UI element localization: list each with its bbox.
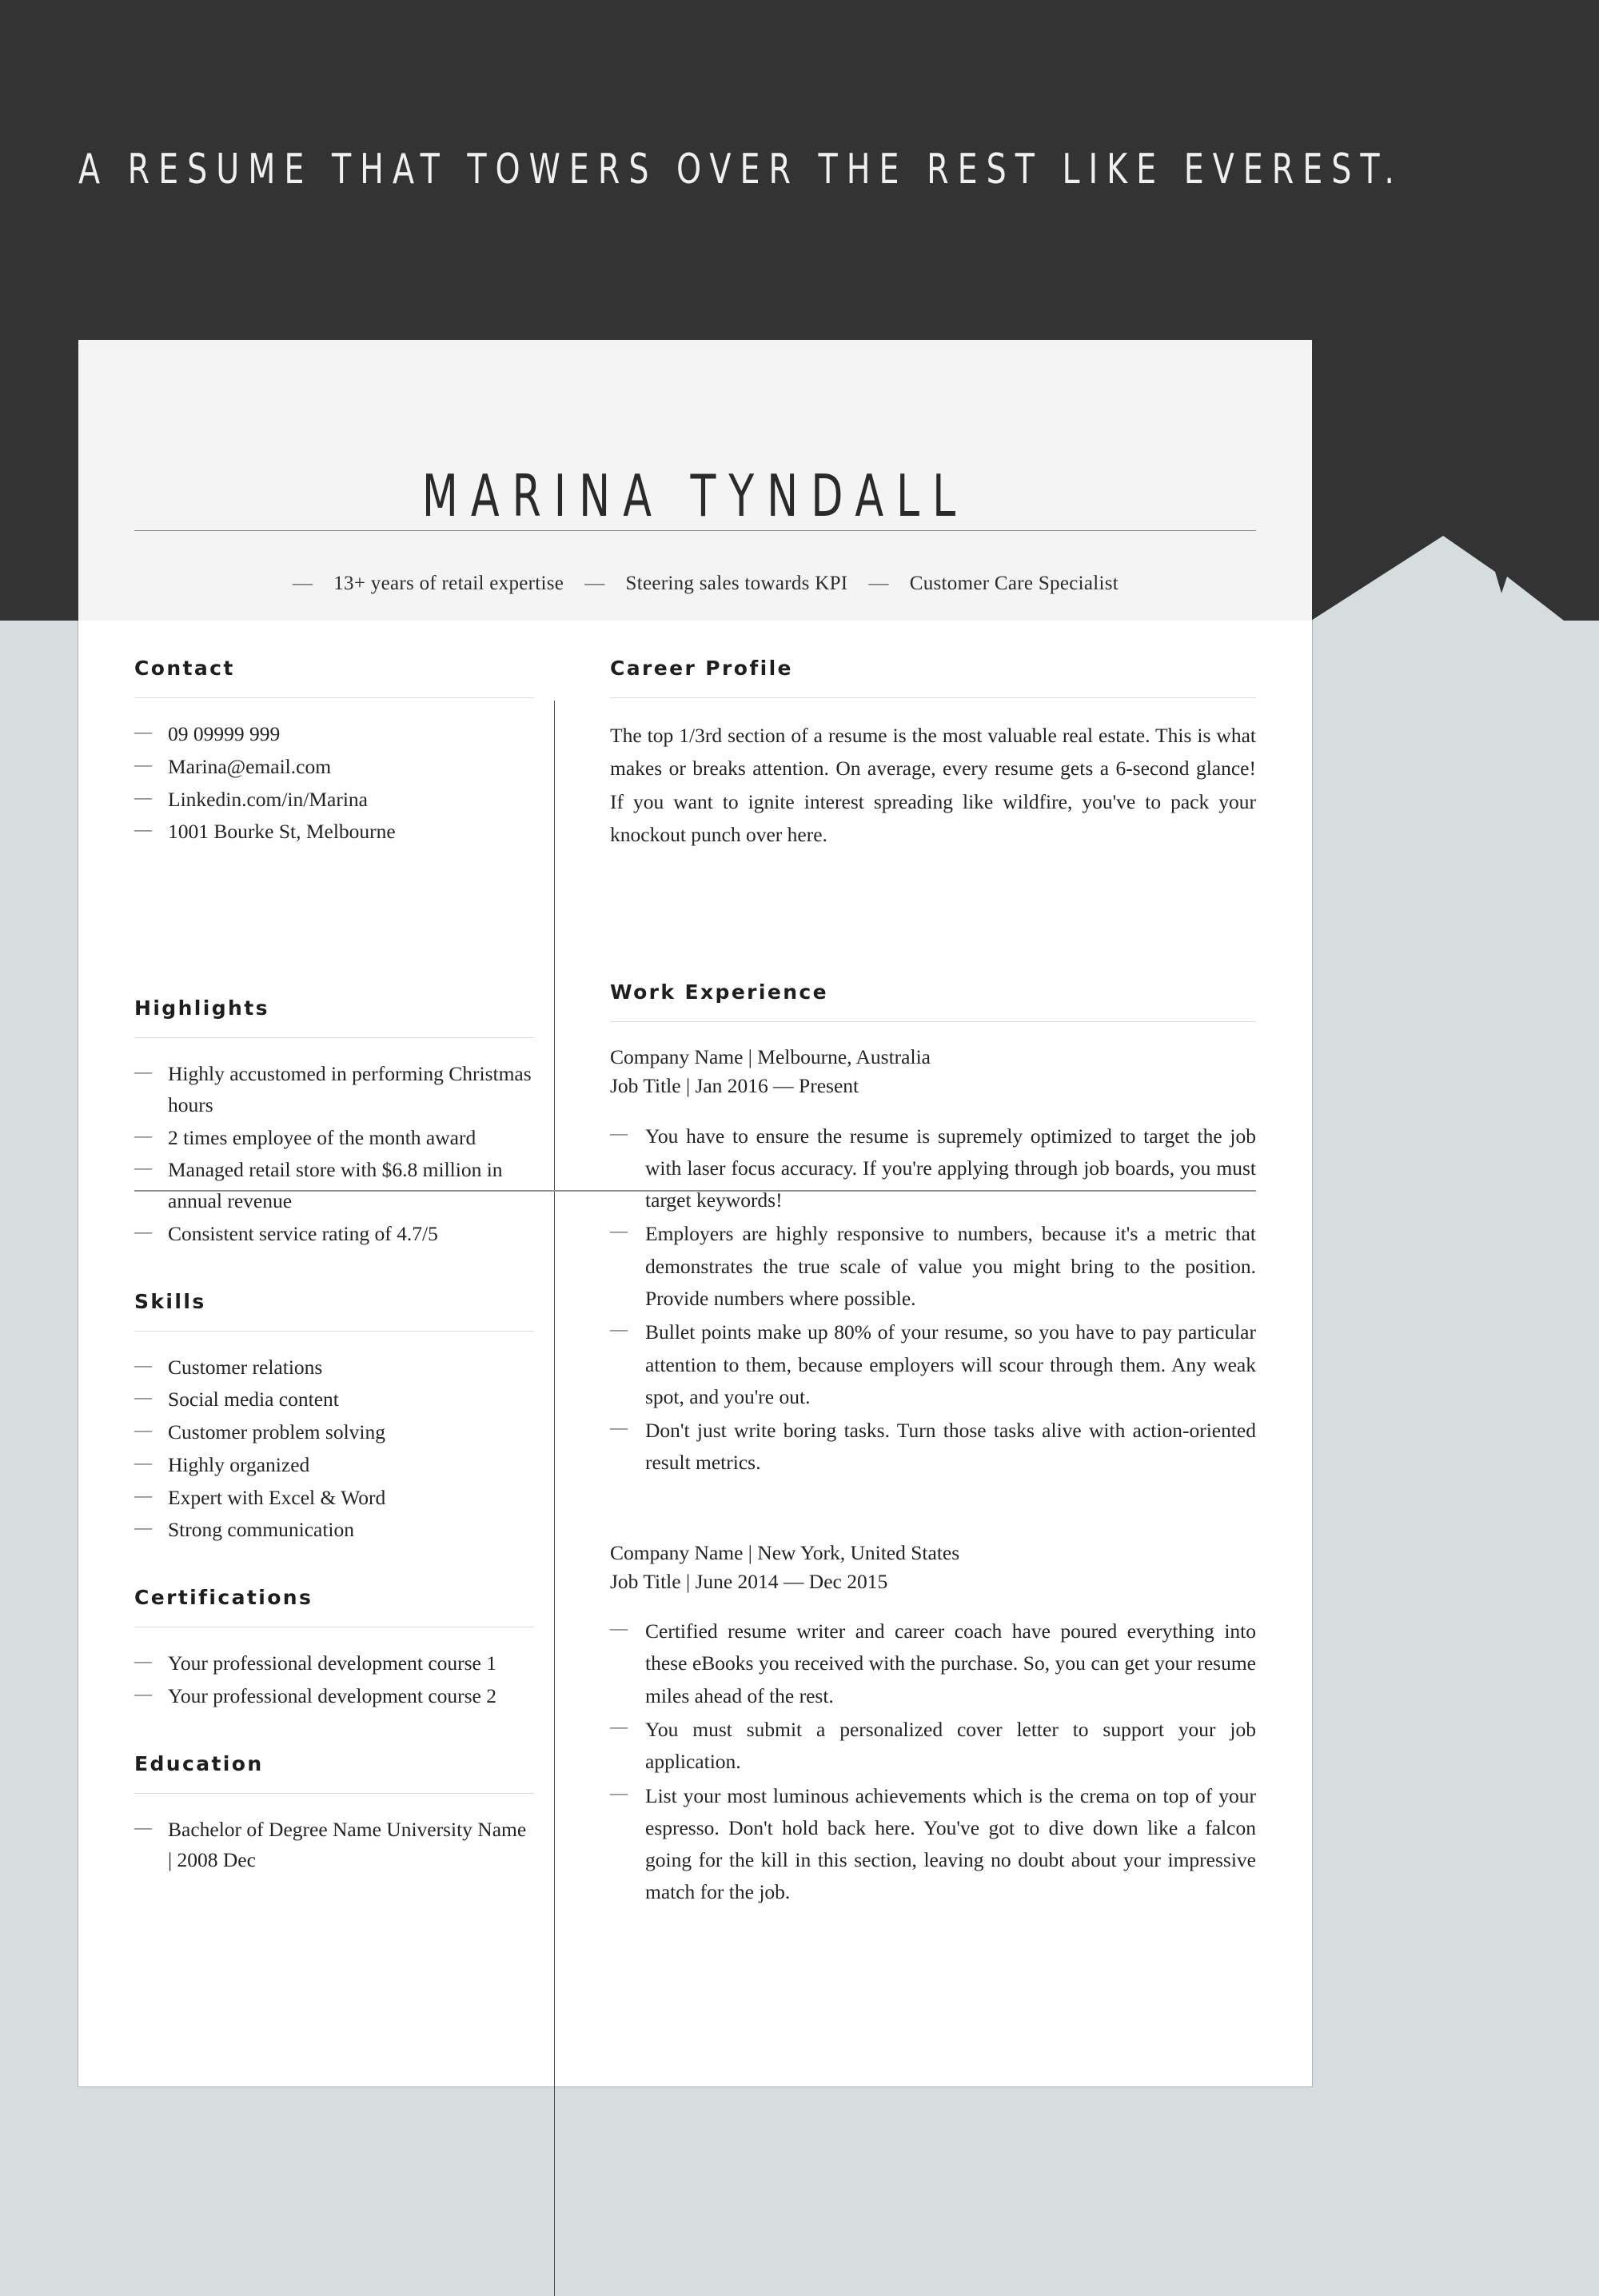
skills-heading: Skills <box>134 1289 206 1313</box>
contact-heading-rule <box>134 697 534 698</box>
list-item: — Managed retail store with $6.8 million in annual revenue <box>134 1155 534 1217</box>
skills-heading-rule <box>134 1331 534 1332</box>
job-company: Company Name | New York, United States <box>610 1540 960 1564</box>
job-bullet-list <box>610 1120 1256 1479</box>
tagline-separator-icon: — <box>292 573 313 594</box>
job-entry <box>610 1539 1256 1909</box>
list-item: — Your professional development course 1 <box>134 1648 534 1679</box>
tagline-separator-icon: — <box>584 573 605 594</box>
work-experience-heading-rule <box>610 1021 1256 1022</box>
tagline <box>134 573 1256 595</box>
education-heading-rule <box>134 1793 534 1794</box>
work-experience-heading: Work Experience <box>610 980 828 1004</box>
tagline-separator-icon: — <box>868 573 889 594</box>
list-item: — You have to ensure the resume is supremely optimized to target the job with laser focus accuracy. If you're applying through job boards, you must target keywords! <box>610 1120 1256 1217</box>
section-highlights <box>134 996 534 1250</box>
column-divider-top <box>554 701 555 868</box>
resume-header <box>78 340 1312 621</box>
list-item: — Bachelor of Degree Name University Name | 2008 Dec <box>134 1815 534 1877</box>
page-title: MARINA TYNDALL <box>421 461 969 530</box>
list-item: — Highly accustomed in performing Christmas hours <box>134 1059 534 1121</box>
section-education <box>134 1752 534 1877</box>
list-item: — Certified resume writer and career coach have poured everything into these eBooks you received with the purchase. So, you can get your resume miles ahead of the rest. <box>610 1615 1256 1712</box>
column-divider-bottom <box>554 864 555 2296</box>
career-profile-heading: Career Profile <box>610 657 793 680</box>
right-column <box>534 621 1256 1917</box>
highlights-list <box>134 1059 534 1250</box>
job-bullet-list <box>610 1615 1256 1909</box>
tagline-item-2: Steering sales towards KPI <box>625 573 848 594</box>
list-item: — Don't just write boring tasks. Turn those tasks alive with action-oriented result metrics. <box>610 1415 1256 1479</box>
list-item: — 09 09999 999 <box>134 719 534 750</box>
highlights-heading-rule <box>134 1037 534 1038</box>
tagline-item-1: 13+ years of retail expertise <box>333 573 564 594</box>
section-contact <box>134 657 534 848</box>
page-headline: A RESUME THAT TOWERS OVER THE REST LIKE EVEREST. <box>78 146 1403 194</box>
skills-list <box>134 1352 534 1547</box>
list-item: — Marina@email.com <box>134 752 534 783</box>
contact-heading: Contact <box>134 657 235 680</box>
list-item: — 1001 Bourke St, Melbourne <box>134 817 534 848</box>
education-list <box>134 1815 534 1877</box>
career-profile-heading-rule <box>610 697 1256 698</box>
career-profile-text: The top 1/3rd section of a resume is the most valuable real estate. This is what makes or breaks attention. On average, every resume gets a 6-second glance! If you want to ignite interest spreading like wildfire, you've to pack your knockout punch over here. <box>610 724 1256 846</box>
list-item: — Customer problem solving <box>134 1417 534 1448</box>
list-item: — You must submit a personalized cover letter to support your job application. <box>610 1714 1256 1779</box>
name-divider <box>134 530 1256 531</box>
list-item: — 2 times employee of the month award <box>134 1123 534 1154</box>
list-item: — Consistent service rating of 4.7/5 <box>134 1219 534 1250</box>
list-item: — Expert with Excel & Word <box>134 1483 534 1514</box>
section-certifications <box>134 1586 534 1712</box>
list-item: — Social media content <box>134 1384 534 1416</box>
job-company: Company Name | Melbourne, Australia <box>610 1045 931 1069</box>
certifications-heading: Certifications <box>134 1586 313 1609</box>
resume-card <box>78 340 1312 2086</box>
resume-body <box>78 621 1312 1917</box>
education-heading: Education <box>134 1751 264 1775</box>
highlights-heading: Highlights <box>134 996 269 1020</box>
list-item: — List your most luminous achievements which is the crema on top of your espresso. Don't hold back here. You've got to dive down like a falcon going for the kill in this section, leaving no doubt about your impressive match for the job. <box>610 1780 1256 1909</box>
section-work-experience <box>610 980 1256 1908</box>
section-skills <box>134 1290 534 1547</box>
tagline-item-3: Customer Care Specialist <box>909 573 1119 594</box>
left-column <box>134 621 534 1917</box>
certifications-list <box>134 1648 534 1712</box>
list-item: — Employers are highly responsive to numbers, because it's a metric that demonstrates the true scale of value you might bring to the position. Provide numbers where possible. <box>610 1218 1256 1315</box>
list-item: — Linkedin.com/in/Marina <box>134 785 534 816</box>
list-item: — Highly organized <box>134 1450 534 1481</box>
job-title: Job Title | June 2014 — Dec 2015 <box>610 1569 888 1593</box>
job-entry <box>610 1043 1256 1479</box>
job-title: Job Title | Jan 2016 — Present <box>610 1074 859 1098</box>
section-career-profile <box>610 657 1256 851</box>
contact-list <box>134 719 534 848</box>
list-item: — Customer relations <box>134 1352 534 1384</box>
list-item: — Bullet points make up 80% of your resume, so you have to pay particular attention to them, because employers will scour through them. Any weak spot, and you're out. <box>610 1316 1256 1413</box>
list-item: — Your professional development course 2 <box>134 1681 534 1712</box>
list-item: — Strong communication <box>134 1515 534 1546</box>
